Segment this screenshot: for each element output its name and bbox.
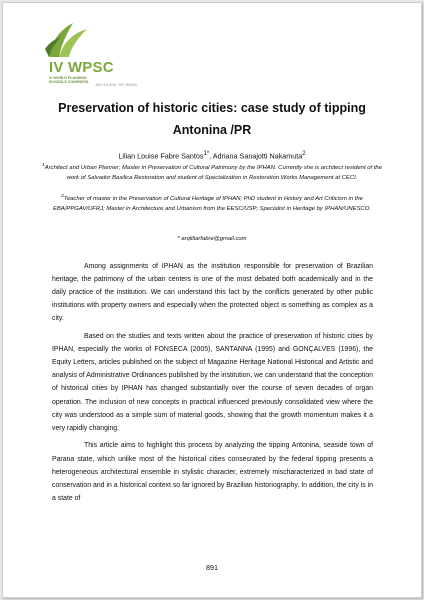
body-paragraph-1: Among assignments of IPHAN as the institution responsible for preservation of Brazilian heritage, the patrimony of the urban centers is one of the most debated both academically and in the daily practice of the institution. We can understand this fact by the conflicts generated by other public institutions with property owners and especially when the protected object is something as complex as a city. [52,263,373,323]
author-list [33,149,391,161]
affiliation-2-superscript: 2 [61,194,64,199]
affiliation-1-superscript: 1 [42,163,45,168]
logo-title: IV WPSC [49,59,114,76]
paper-title [33,97,391,141]
author-2-name: Adriana Sanajotti Nakamuta [212,151,303,161]
abstract-body [52,260,373,509]
conference-logo [31,19,141,93]
page-number: 891 [206,563,218,572]
body-paragraph-3: This article aims to highlight this process by analyzing the tipping Antonina, seaside town of Parana state, which unlike most of the historical cities consecrated by the federal tipping presents a heterogeneous architectural ensemble in stylistic character, extremely mischaracterized in bad state of conservation and in a historical context so far ignored by Brazilian historiography. In addition, the city is in a state of [52,442,373,502]
affiliation-2 [37,192,387,215]
affiliation-1 [37,161,387,184]
affiliation-1-text: Architect and Urban Planner; Master in Preservation of Cultural Patrimony by the IPHAN. Currently she is architect resident of the work of Salvador Basilica Restoration and student of Specialization in Restoration Works Management at CECI. [44,164,382,182]
corresponding-email: * arqliliarfabre@gmail.com [177,236,247,242]
author-1-name: Lilian Louise Fabre Santos [118,151,204,161]
logo-subtitle: IV WORLD PLANNING SCHOOLS CONGRESS [49,76,89,85]
leaf-emblem-icon [43,19,91,59]
author-2-superscript: 2 [302,151,306,157]
document-page [2,2,422,598]
title-line-2: Antonina /PR [172,123,252,137]
body-paragraph-2: Based on the studies and texts written about the practice of preservation of historic cities by IPHAN, especially the works of FONSECA (2005), SANTANNA (1995) and GONÇALVES (1996), the Equity Letters, articles published on the subject of Magazine Heritage National Historical and Artistic and analysis of Administrative Ordinances published by the institution, we can understand that the conception of historical cities by IPHAN has changed substantially over the course of seven decades of organ operation. The inclusion of new concepts in practical influenced previously consolidated view where the city was understood as a simple sum of material goods, showing that the growth momentum makes it a very rapidly changing. [52,333,373,432]
author-1-superscript: 1* [203,151,210,157]
title-line-1: Preservation of historic cities: case study of tipping [58,101,366,115]
logo-venue: JULY 4-8 2016 · RIO, BRAZIL [95,83,138,87]
author-separator: , [209,151,213,161]
affiliation-2-text: Teacher of master in the Preservation of Cultural Heritage of IPHAN; PhD student in History and Art Criticism in the EBA/PPGAV/UFRJ; Master in Architecture and Urbanism from the EESC/USP; Specialist in Heritage by IPHAN/UNESCO. [53,195,371,213]
